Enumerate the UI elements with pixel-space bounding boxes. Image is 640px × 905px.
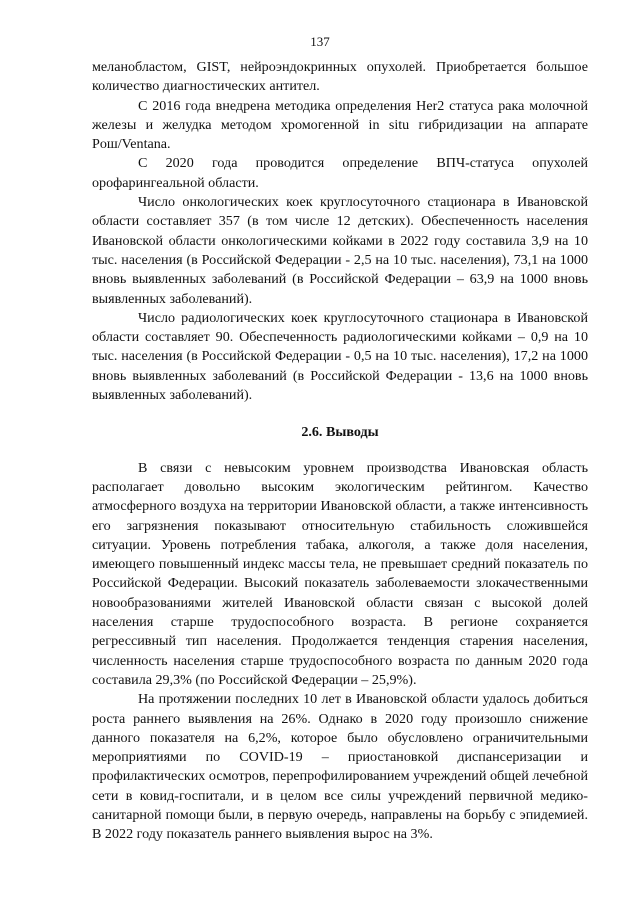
paragraph: На протяжении последних 10 лет в Ивановской области удалось добиться роста раннего выявления на 26%. Однако в 2020 году произошло снижение данного показателя на 6,2%, которое было обусловлено ограничительными мероприятиями по COVID-19 – приостановкой диспансеризации и профилактических осмотров, перепрофилированием учреждений общей лечебной сети в ковид-госпитали, и в целом все силы учреждений первичной медико-санитарной помощи были, в первую очередь, направлены на борьбу с эпидемией. В 2022 году показатель раннего выявления вырос на 3%.: [92, 691, 588, 843]
paragraph: меланобластом, GIST, нейроэндокринных опухолей. Приобретается большое количество диагностических антител.: [92, 59, 588, 95]
paragraph: В связи с невысоким уровнем производства Ивановская область располагает довольно высоким экологическим рейтингом. Качество атмосферного воздуха на территории Ивановской области, а также интенсивность его загрязнения показывают относительную стабильность сложившейся ситуации. Уровень потребления табака, алкоголя, а также доля населения, имеющего повышенный индекс массы тела, не превышает средний показатель по Российской Федерации. Высокий показатель заболеваемости злокачественными новообразованиями жителей Ивановской области связан с высокой долей населения старше трудоспособного возраста. В регионе сохраняется регрессивный тип населения. Продолжается тенденция старения населения, численность населения старше трудоспособного возраста по данным 2020 года составила 29,3% (по Российской Федерации – 25,9%).: [92, 459, 588, 688]
document-body: [92, 58, 588, 845]
paragraph: С 2020 года проводится определение ВПЧ-статуса опухолей орофарингеальной области.: [92, 155, 588, 191]
paragraph: С 2016 года внедрена методика определения Her2 статуса рака молочной железы и желудка методом хромогенной in situ гибридизации на аппарате Poш/Ventana.: [92, 97, 588, 153]
paragraph: Число радиологических коек круглосуточного стационара в Ивановской области составляет 90. Обеспеченность радиологическими койками – 0,9 на 10 тыс. населения (в Российской Федерации - 0,5 на 10 тыс. населения), 17,2 на 1000 вновь выявленных заболеваний (в Российской Федерации - 13,6 на 1000 вновь выявленных заболеваний).: [92, 309, 588, 404]
section-heading: 2.6. Выводы: [301, 424, 379, 441]
paragraph: Число онкологических коек круглосуточного стационара в Ивановской области составляет 357 (в том числе 12 детских). Обеспеченность населения Ивановской области онкологическими койками в 2022 году составила 3,9 на 10 тыс. населения (в Российской Федерации - 2,5 на 10 тыс. населения), 73,1 на 1000 вновь выявленных заболеваний (в Российской Федерации – 63,9 на 1000 вновь выявленных заболеваний).: [92, 194, 588, 307]
page-number: 137: [310, 34, 330, 49]
